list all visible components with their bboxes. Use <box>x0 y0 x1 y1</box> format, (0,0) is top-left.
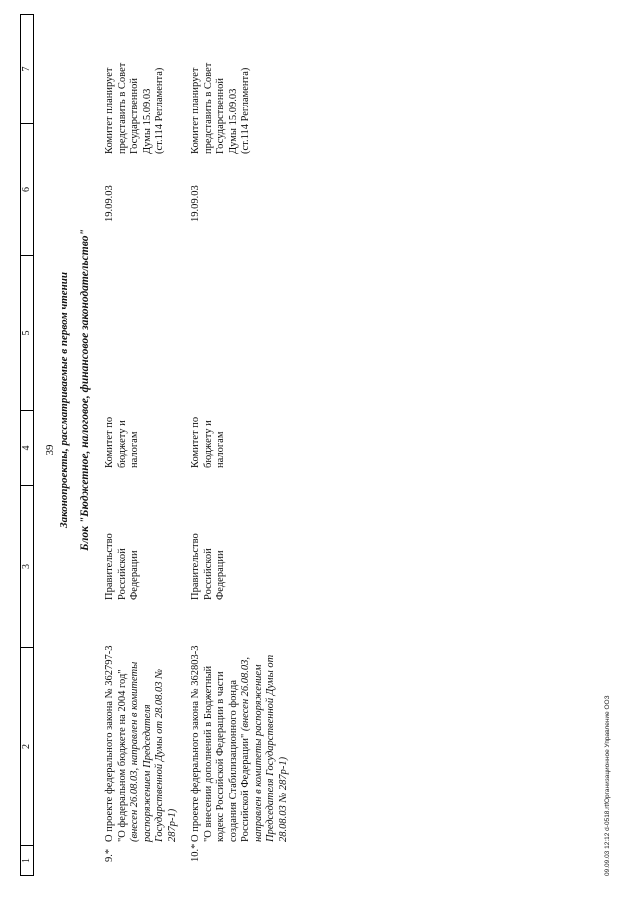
page-number: 39 <box>44 444 56 456</box>
law-description <box>104 642 179 842</box>
row-number: 9.* <box>104 848 115 862</box>
column-header-6: 6 <box>21 123 33 255</box>
column-header-2: 2 <box>21 647 33 845</box>
footer: 09.09.03 12:12 d-0518.rtfОрганизационное Управление ООЗ <box>604 695 611 876</box>
section-title: Законопроекты, рассматриваемые в первом чтении <box>58 272 70 528</box>
column-header-3: 3 <box>21 485 33 647</box>
law-note: (внесен 26.08.03, направлен в комитеты распоряжением Председателя Государственной Думы от 28.08.03 № 287р-1) <box>129 661 178 842</box>
date: 19.09.03 <box>190 185 201 222</box>
column-header-5: 5 <box>21 255 33 410</box>
column-header-7: 7 <box>21 66 32 72</box>
law-note: (внесен 26.08.03, направлен в комитеты распоряжением Председателя Государственной Думы от 28.08.03 № 287р-1) <box>240 654 289 842</box>
committee: Комитет по бюджету и налогам <box>190 416 226 468</box>
column-header-4: 4 <box>21 410 33 485</box>
plan: Комитет планирует представить в Совет Государственной Думы 15.09.03 (ст.114 Регламента) <box>104 62 165 154</box>
initiator: Правительство Российской Федерации <box>190 533 226 600</box>
column-header-1: 1 <box>21 845 33 875</box>
block-title: Блок "Бюджетное, налоговое, финансовое законодательство" <box>79 229 91 551</box>
law-title: О проекте федерального закона № 362803-3 "О внесении дополнений в Бюджетный кодекс Российской Федерации в части создания Стабилизационного фонда Российской Федерации" <box>190 645 251 842</box>
law-description <box>190 642 290 842</box>
date: 19.09.03 <box>104 185 115 222</box>
plan: Комитет планирует представить в Совет Государственной Думы 15.09.03 (ст.114 Регламента) <box>190 62 251 154</box>
row-number: 10.* <box>190 843 201 862</box>
column-number-header <box>20 14 34 876</box>
committee: Комитет по бюджету и налогам <box>104 416 140 468</box>
initiator: Правительство Российской Федерации <box>104 533 140 600</box>
law-title: О проекте федерального закона № 362797-3 "О федеральном бюджете на 2004 год" <box>104 645 128 842</box>
